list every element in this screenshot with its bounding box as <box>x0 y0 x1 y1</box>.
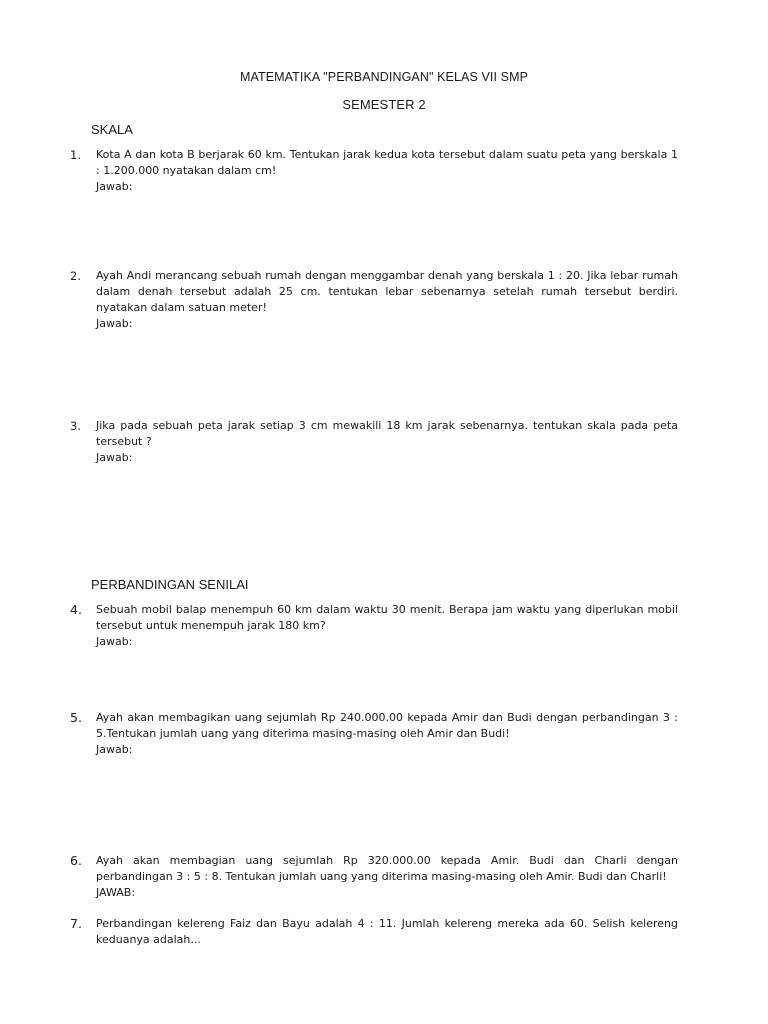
answer-label: Jawab: <box>96 180 133 193</box>
question-text: Ayah akan membagikan uang sejumlah Rp 240.000.00 kepada Amir dan Budi dengan perbandingan 3 : 5.Tentukan jumlah uang yang diterima masing-masing oleh Amir dan Budi! <box>96 711 678 740</box>
question-5 <box>70 710 678 758</box>
page-subtitle: SEMESTER 2 <box>342 97 426 112</box>
answer-label: Jawab: <box>96 451 133 464</box>
question-3 <box>70 418 678 466</box>
answer-label: Jawab: <box>96 743 133 756</box>
section-heading-perbandingan-senilai: PERBANDINGAN SENILAI <box>91 577 249 592</box>
question-number: 4. <box>70 602 82 617</box>
answer-label: Jawab: <box>96 317 133 330</box>
question-number: 5. <box>70 710 82 725</box>
question-number: 7. <box>70 916 82 931</box>
question-number: 1. <box>70 148 81 162</box>
question-number: 2. <box>70 269 81 283</box>
question-2 <box>70 268 678 332</box>
question-text: Kota A dan kota B berjarak 60 km. Tentukan jarak kedua kota tersebut dalam suatu peta yang berskala 1 : 1.200.000 nyatakan dalam cm! <box>96 148 678 177</box>
question-4 <box>70 602 678 650</box>
question-1 <box>70 147 678 195</box>
question-text: Ayah Andi merancang sebuah rumah dengan menggambar denah yang berskala 1 : 20. Jika lebar rumah dalam denah tersebut adalah 25 cm. tentukan lebar sebenarnya setelah rumah tersebut berdiri. nyatakan dalam satuan meter! <box>96 269 678 314</box>
question-7 <box>70 916 678 948</box>
question-text: Jika pada sebuah peta jarak setiap 3 cm mewakili 18 km jarak sebenarnya. tentukan skala pada peta tersebut ? <box>96 419 678 448</box>
answer-label: Jawab: <box>96 635 133 648</box>
page-title: MATEMATIKA "PERBANDINGAN" KELAS VII SMP <box>239 70 529 84</box>
question-text: Perbandingan kelereng Faiz dan Bayu adalah 4 : 11. Jumlah kelereng mereka ada 60. Selish kelereng keduanya adalah... <box>96 917 678 946</box>
question-text: Ayah akan membagian uang sejumlah Rp 320.000.00 kepada Amir. Budi dan Charli dengan perbandingan 3 : 5 : 8. Tentukan jumlah uang yang diterima masing-masing oleh Amir. Budi dan Charli! <box>96 854 678 883</box>
question-text: Sebuah mobil balap menempuh 60 km dalam waktu 30 menit. Berapa jam waktu yang diperlukan mobil tersebut untuk menempuh jarak 180 km? <box>96 603 678 632</box>
question-6 <box>70 853 678 901</box>
section-heading-skala: SKALA <box>91 122 133 137</box>
question-number: 6. <box>70 853 82 868</box>
answer-label: JAWAB: <box>96 886 136 899</box>
question-number: 3. <box>70 419 81 433</box>
